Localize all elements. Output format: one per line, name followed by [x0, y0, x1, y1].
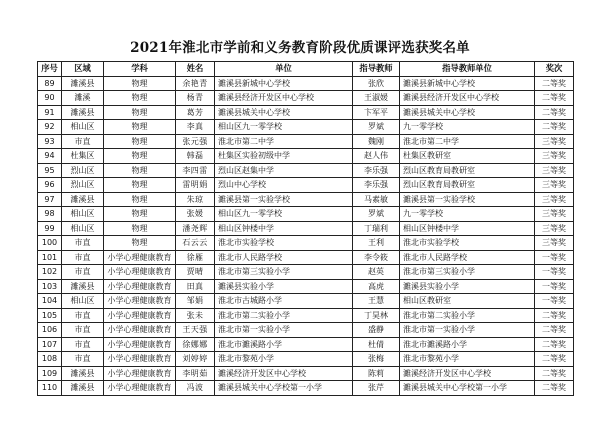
cell-instructor-unit: 淮北市黎苑小学 — [400, 352, 535, 367]
table-row — [38, 308, 574, 323]
cell-region: 市直 — [62, 250, 104, 265]
cell-instructor-unit: 杜集区教研室 — [400, 149, 535, 164]
cell-unit: 淮北市实验学校 — [215, 236, 353, 251]
cell-region: 市直 — [62, 352, 104, 367]
cell-region: 市直 — [62, 265, 104, 280]
cell-unit: 淮北市古城路小学 — [215, 294, 353, 309]
table-row — [38, 149, 574, 164]
cell-index: 103 — [38, 279, 62, 294]
table-row — [38, 294, 574, 309]
cell-subject: 物理 — [104, 134, 176, 149]
cell-award: 二等奖 — [535, 76, 574, 91]
table-row — [38, 236, 574, 251]
cell-award: 二等奖 — [535, 91, 574, 106]
cell-index: 97 — [38, 192, 62, 207]
cell-award: 一等奖 — [535, 279, 574, 294]
table-row — [38, 207, 574, 222]
cell-instructor: 罗斌 — [353, 207, 400, 222]
cell-instructor: 罗斌 — [353, 120, 400, 135]
cell-region: 濉溪县 — [62, 366, 104, 381]
cell-region: 烈山区 — [62, 163, 104, 178]
cell-award: 二等奖 — [535, 120, 574, 135]
cell-subject: 物理 — [104, 163, 176, 178]
cell-region: 市直 — [62, 308, 104, 323]
cell-name: 潘尧辉 — [176, 221, 215, 236]
header-unit: 单位 — [215, 62, 353, 77]
header-index: 序号 — [38, 62, 62, 77]
cell-award: 二等奖 — [535, 105, 574, 120]
cell-instructor: 王淑媛 — [353, 91, 400, 106]
cell-region: 市直 — [62, 134, 104, 149]
cell-name: 徐娜娜 — [176, 337, 215, 352]
cell-instructor: 张芹 — [353, 381, 400, 396]
cell-unit: 濉溪经济开发区中心学校 — [215, 366, 353, 381]
cell-index: 92 — [38, 120, 62, 135]
cell-region: 相山区 — [62, 120, 104, 135]
cell-index: 99 — [38, 221, 62, 236]
table-row — [38, 352, 574, 367]
cell-award: 二等奖 — [535, 323, 574, 338]
cell-award: 三等奖 — [535, 207, 574, 222]
cell-award: 三等奖 — [535, 134, 574, 149]
cell-index: 93 — [38, 134, 62, 149]
cell-name: 余艳青 — [176, 76, 215, 91]
cell-instructor-unit: 濉溪县城关中心学校 — [400, 105, 535, 120]
cell-name: 徐雁 — [176, 250, 215, 265]
header-instructor: 指导教师 — [353, 62, 400, 77]
cell-instructor: 杜倩 — [353, 337, 400, 352]
table-row — [38, 134, 574, 149]
cell-unit: 烈山区赵集中学 — [215, 163, 353, 178]
cell-name: 张媛 — [176, 207, 215, 222]
cell-index: 104 — [38, 294, 62, 309]
cell-subject: 小学心理健康教育 — [104, 308, 176, 323]
cell-unit: 淮北市第二实验小学 — [215, 308, 353, 323]
cell-instructor-unit: 九一零学校 — [400, 120, 535, 135]
cell-unit: 淮北市第三实验小学 — [215, 265, 353, 280]
table-row — [38, 250, 574, 265]
cell-index: 106 — [38, 323, 62, 338]
cell-name: 冯波 — [176, 381, 215, 396]
table-row — [38, 265, 574, 280]
table-row — [38, 366, 574, 381]
cell-name: 朱琼 — [176, 192, 215, 207]
cell-instructor-unit: 淮北市濉溪路小学 — [400, 337, 535, 352]
cell-instructor: 丁瑞利 — [353, 221, 400, 236]
cell-award: 二等奖 — [535, 352, 574, 367]
table-row — [38, 279, 574, 294]
table-row — [38, 120, 574, 135]
cell-region: 濉溪县 — [62, 105, 104, 120]
cell-name: 石云云 — [176, 236, 215, 251]
cell-name: 王天强 — [176, 323, 215, 338]
cell-index: 96 — [38, 178, 62, 193]
cell-instructor-unit: 淮北市第三实验小学 — [400, 265, 535, 280]
cell-index: 95 — [38, 163, 62, 178]
cell-instructor-unit: 淮北市第二中学 — [400, 134, 535, 149]
cell-instructor: 丁昊林 — [353, 308, 400, 323]
cell-award: 三等奖 — [535, 192, 574, 207]
cell-region: 相山区 — [62, 221, 104, 236]
cell-subject: 物理 — [104, 120, 176, 135]
header-award: 奖次 — [535, 62, 574, 77]
cell-name: 张未 — [176, 308, 215, 323]
cell-instructor: 张欣 — [353, 76, 400, 91]
cell-instructor-unit: 濉溪县新城中心学校 — [400, 76, 535, 91]
table-row — [38, 381, 574, 396]
table-row — [38, 178, 574, 193]
cell-subject: 小学心理健康教育 — [104, 294, 176, 309]
cell-award: 二等奖 — [535, 308, 574, 323]
cell-subject: 物理 — [104, 221, 176, 236]
cell-subject: 物理 — [104, 178, 176, 193]
cell-award: 二等奖 — [535, 381, 574, 396]
cell-subject: 物理 — [104, 91, 176, 106]
cell-instructor-unit: 相山区教研室 — [400, 294, 535, 309]
cell-unit: 相山区钟楼中学 — [215, 221, 353, 236]
table-row — [38, 76, 574, 91]
header-name: 姓名 — [176, 62, 215, 77]
cell-name: 邹娟 — [176, 294, 215, 309]
cell-name: 刘婷婷 — [176, 352, 215, 367]
cell-name: 葛芳 — [176, 105, 215, 120]
cell-instructor-unit: 淮北市实验学校 — [400, 236, 535, 251]
cell-region: 烈山区 — [62, 178, 104, 193]
cell-instructor-unit: 淮北市第一实验小学 — [400, 323, 535, 338]
cell-instructor-unit: 濉溪县实验小学 — [400, 279, 535, 294]
table-row — [38, 163, 574, 178]
cell-name: 李四雷 — [176, 163, 215, 178]
cell-region: 杜集区 — [62, 149, 104, 164]
cell-index: 105 — [38, 308, 62, 323]
cell-instructor: 赵人伟 — [353, 149, 400, 164]
cell-name: 韩磊 — [176, 149, 215, 164]
cell-subject: 物理 — [104, 149, 176, 164]
cell-subject: 小学心理健康教育 — [104, 381, 176, 396]
cell-index: 110 — [38, 381, 62, 396]
cell-unit: 相山区九一零学校 — [215, 207, 353, 222]
header-subject: 学科 — [104, 62, 176, 77]
cell-instructor-unit: 濉溪县经济开发区中心学校 — [400, 91, 535, 106]
cell-unit: 相山区九一零学校 — [215, 120, 353, 135]
cell-subject: 小学心理健康教育 — [104, 323, 176, 338]
cell-award: 三等奖 — [535, 163, 574, 178]
cell-subject: 物理 — [104, 192, 176, 207]
cell-instructor: 盛静 — [353, 323, 400, 338]
cell-subject: 物理 — [104, 105, 176, 120]
table-row — [38, 221, 574, 236]
table-row — [38, 91, 574, 106]
cell-subject: 小学心理健康教育 — [104, 250, 176, 265]
cell-instructor-unit: 濉溪县第一实验学校 — [400, 192, 535, 207]
cell-index: 98 — [38, 207, 62, 222]
cell-index: 100 — [38, 236, 62, 251]
cell-subject: 物理 — [104, 236, 176, 251]
cell-region: 相山区 — [62, 207, 104, 222]
cell-award: 三等奖 — [535, 178, 574, 193]
cell-index: 90 — [38, 91, 62, 106]
cell-unit: 淮北市濉溪路小学 — [215, 337, 353, 352]
cell-instructor-unit: 相山区钟楼中学 — [400, 221, 535, 236]
cell-subject: 小学心理健康教育 — [104, 366, 176, 381]
cell-instructor: 张梅 — [353, 352, 400, 367]
cell-instructor: 李令筱 — [353, 250, 400, 265]
cell-unit: 烈山中心学校 — [215, 178, 353, 193]
cell-instructor-unit: 淮北市人民路学校 — [400, 250, 535, 265]
cell-region: 相山区 — [62, 294, 104, 309]
cell-index: 91 — [38, 105, 62, 120]
cell-index: 89 — [38, 76, 62, 91]
cell-name: 田真 — [176, 279, 215, 294]
cell-region: 濉溪县 — [62, 381, 104, 396]
cell-instructor: 陈莉 — [353, 366, 400, 381]
cell-instructor: 马素敏 — [353, 192, 400, 207]
cell-region: 濉溪县 — [62, 76, 104, 91]
table-row — [38, 105, 574, 120]
cell-index: 101 — [38, 250, 62, 265]
cell-instructor: 卞军平 — [353, 105, 400, 120]
cell-index: 102 — [38, 265, 62, 280]
cell-instructor: 魏刚 — [353, 134, 400, 149]
cell-award: 三等奖 — [535, 149, 574, 164]
cell-unit: 淮北市黎苑小学 — [215, 352, 353, 367]
cell-instructor-unit: 九一零学校 — [400, 207, 535, 222]
header-instructor-unit: 指导教师单位 — [400, 62, 535, 77]
cell-index: 107 — [38, 337, 62, 352]
document-title: 2021年淮北市学前和义务教育阶段优质课评选获奖名单 — [130, 40, 470, 56]
cell-index: 108 — [38, 352, 62, 367]
cell-region: 市直 — [62, 323, 104, 338]
cell-instructor: 李乐强 — [353, 178, 400, 193]
cell-award: 三等奖 — [535, 236, 574, 251]
cell-instructor: 李乐强 — [353, 163, 400, 178]
table-row — [38, 337, 574, 352]
cell-instructor: 赵英 — [353, 265, 400, 280]
table-header-row — [38, 62, 574, 77]
cell-award: 一等奖 — [535, 294, 574, 309]
cell-instructor-unit: 烈山区教育局教研室 — [400, 163, 535, 178]
cell-instructor: 王慧 — [353, 294, 400, 309]
cell-subject: 小学心理健康教育 — [104, 352, 176, 367]
cell-index: 94 — [38, 149, 62, 164]
cell-region: 市直 — [62, 236, 104, 251]
cell-unit: 濉溪县新城中心学校 — [215, 76, 353, 91]
table-body — [38, 76, 574, 395]
header-region: 区域 — [62, 62, 104, 77]
cell-name: 杨青 — [176, 91, 215, 106]
cell-award: 二等奖 — [535, 366, 574, 381]
cell-subject: 小学心理健康教育 — [104, 265, 176, 280]
cell-unit: 濉溪县第一实验学校 — [215, 192, 353, 207]
cell-unit: 濉溪县城关中心学校第一小学 — [215, 381, 353, 396]
cell-award: 二等奖 — [535, 337, 574, 352]
cell-subject: 物理 — [104, 207, 176, 222]
cell-unit: 杜集区实验初级中学 — [215, 149, 353, 164]
cell-subject: 小学心理健康教育 — [104, 279, 176, 294]
cell-award: 一等奖 — [535, 250, 574, 265]
cell-name: 张元强 — [176, 134, 215, 149]
award-list-table — [37, 61, 574, 396]
cell-instructor: 高虎 — [353, 279, 400, 294]
cell-name: 贾晴 — [176, 265, 215, 280]
cell-region: 濉溪县 — [62, 279, 104, 294]
cell-name: 李真 — [176, 120, 215, 135]
cell-instructor-unit: 濉溪经济开发区中心学校 — [400, 366, 535, 381]
cell-unit: 淮北市人民路学校 — [215, 250, 353, 265]
cell-unit: 濉溪县城关中心学校 — [215, 105, 353, 120]
cell-subject: 物理 — [104, 76, 176, 91]
cell-name: 雷明娟 — [176, 178, 215, 193]
cell-unit: 濉溪县经济开发区中心学校 — [215, 91, 353, 106]
cell-instructor-unit: 烈山区教育局教研室 — [400, 178, 535, 193]
cell-region: 濉溪县 — [62, 192, 104, 207]
cell-award: 三等奖 — [535, 221, 574, 236]
cell-region: 濉溪 — [62, 91, 104, 106]
table-row — [38, 192, 574, 207]
cell-unit: 濉溪县实验小学 — [215, 279, 353, 294]
cell-region: 市直 — [62, 337, 104, 352]
cell-subject: 小学心理健康教育 — [104, 337, 176, 352]
cell-instructor: 王利 — [353, 236, 400, 251]
cell-instructor-unit: 濉溪县城关中心学校第一小学 — [400, 381, 535, 396]
cell-instructor-unit: 淮北市第二实验小学 — [400, 308, 535, 323]
cell-unit: 淮北市第二中学 — [215, 134, 353, 149]
cell-unit: 淮北市第一实验小学 — [215, 323, 353, 338]
cell-index: 109 — [38, 366, 62, 381]
cell-name: 李明茹 — [176, 366, 215, 381]
table-row — [38, 323, 574, 338]
cell-award: 一等奖 — [535, 265, 574, 280]
